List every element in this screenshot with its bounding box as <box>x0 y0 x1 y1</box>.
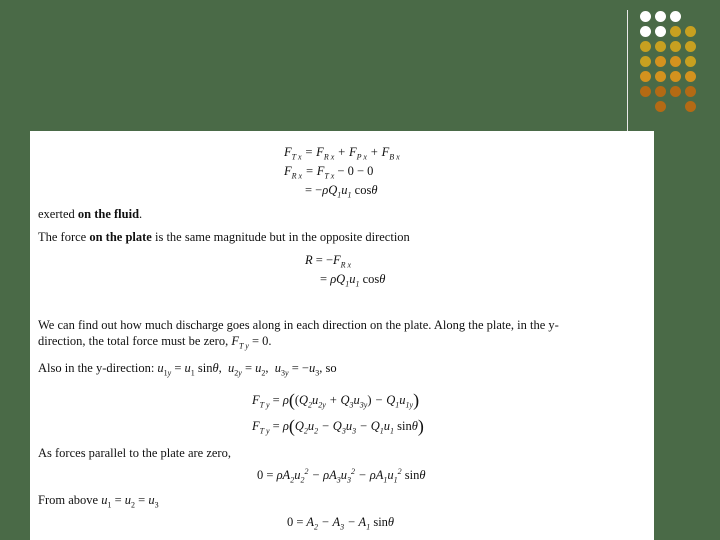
text-force-on-plate: The force on the plate is the same magnitude but in the opposite direction <box>38 230 410 244</box>
document-page <box>30 131 654 540</box>
equation-fty-2: $F_{T y} = \rho(Q_2u_2 - Q_3u_3 - Q_1u_1$ sinθ) <box>252 416 424 436</box>
decorative-dot <box>640 71 651 82</box>
equation-area-relation: $0 = A_2 - A_3 - A_1$ sinθ <box>287 515 395 532</box>
decorative-dot <box>685 86 696 97</box>
text-forces-parallel: As forces parallel to the plate are zero, <box>38 446 231 460</box>
decorative-dot <box>655 56 666 67</box>
equation-frx: $F_{R x} = F_{T x} - 0 - 0$ <box>284 164 374 181</box>
decorative-dot <box>670 86 681 97</box>
equation-ftx: $F_{T x} = F_{R x} + F_{P x} + F_{B x}$ <box>284 145 400 162</box>
text-also-y: Also in the y-direction: $u_{1y} = u_1$ sinθ, $u_{2y} = u_2$, $u_{3y} = -u_3$, so <box>38 361 337 378</box>
decorative-dot <box>685 71 696 82</box>
decorative-dot <box>640 86 651 97</box>
decorative-dot <box>655 41 666 52</box>
decorative-dot <box>670 101 681 112</box>
text-from-above: From above $u_1 = u_2 = u_3$ <box>38 493 159 510</box>
equation-r-result: = $\rho Q_1u_1$ cosθ <box>320 272 386 289</box>
equation-fty-1: $F_{T y} = \rho((Q_2u_{2y} + Q_3u_{3y}) - Q_1u_{1y})$ <box>252 390 420 410</box>
equation-frx-result: = $-\rho Q_1u_1$ cosθ <box>305 183 378 200</box>
equation-area-velocity: $0 = \rho A_2u_2^2 - \rho A_3u_3^2 - \rho A_1u_1^2$ sinθ <box>257 467 426 485</box>
decorative-vertical-line <box>627 10 628 132</box>
text-exerted-on-fluid: exerted on the fluid. <box>38 207 143 221</box>
decorative-dot <box>670 56 681 67</box>
decorative-dot <box>655 101 666 112</box>
equation-r: $R = -F_{R x}$ <box>305 253 352 270</box>
decorative-dot <box>655 71 666 82</box>
decorative-dot <box>670 71 681 82</box>
decorative-dot-grid <box>640 11 696 112</box>
decorative-dot <box>685 41 696 52</box>
text-discharge-line2: direction, the total force must be zero, $F_{T y} = 0$. <box>38 334 272 351</box>
decorative-dot <box>685 101 696 112</box>
decorative-dot <box>685 11 696 22</box>
decorative-dot <box>670 11 681 22</box>
decorative-dot <box>655 11 666 22</box>
text-discharge-line1: We can find out how much discharge goes along in each direction on the plate. Along the plate, in the y- <box>38 318 559 332</box>
decorative-dot <box>640 11 651 22</box>
decorative-dot <box>670 41 681 52</box>
decorative-dot <box>655 86 666 97</box>
decorative-dot <box>685 26 696 37</box>
decorative-dot <box>640 26 651 37</box>
decorative-dot <box>640 41 651 52</box>
decorative-dot <box>685 56 696 67</box>
decorative-dot <box>670 26 681 37</box>
decorative-dot <box>640 101 651 112</box>
decorative-dot <box>640 56 651 67</box>
decorative-dot <box>655 26 666 37</box>
